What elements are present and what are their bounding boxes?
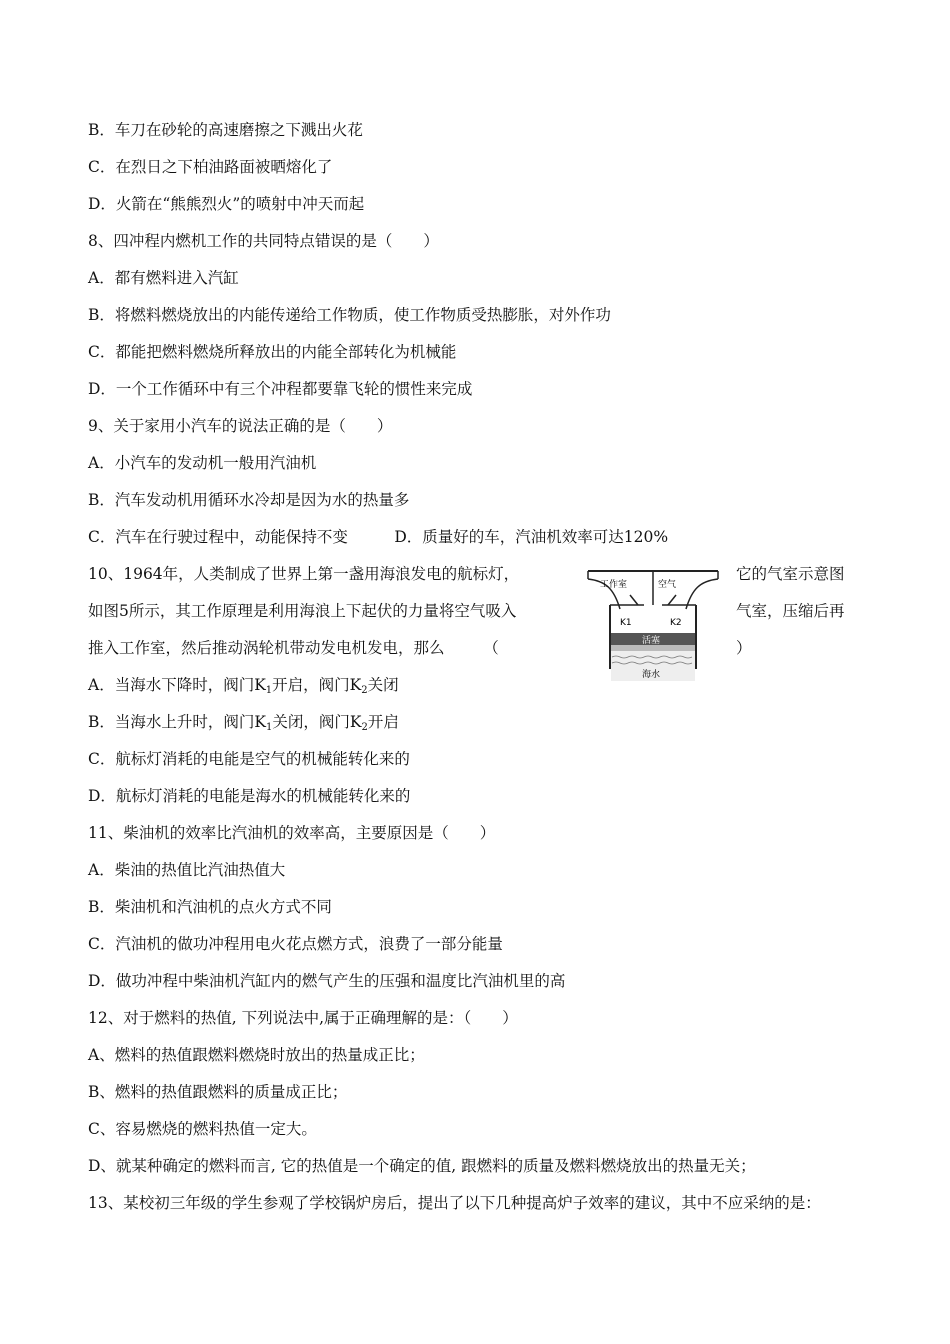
text-line: C．汽油机的做功冲程用电火花点燃方式，浪费了一部分能量 bbox=[88, 935, 503, 953]
label-k2: K2 bbox=[670, 618, 682, 628]
text-line: A、燃料的热值跟燃料燃烧时放出的热量成正比； bbox=[88, 1046, 425, 1064]
text-line: D、就某种确定的燃料而言, 它的热值是一个确定的值, 跟燃料的质量及燃料燃烧放出的热量无关； bbox=[88, 1157, 756, 1175]
text-line: D．做功冲程中柴油机汽缸内的燃气产生的压强和温度比汽油机里的高 bbox=[88, 972, 566, 990]
text-line: C．汽车在行驶过程中，动能保持不变 D．质量好的车，汽油机效率可达120% bbox=[88, 528, 669, 546]
text-line: A．都有燃料进入汽缸 bbox=[88, 269, 239, 287]
option-b: B．当海水上升时，阀门$K_1$关闭，阀门$K_2$开启 bbox=[88, 713, 399, 733]
question-9-stem: 9、关于家用小汽车的说法正确的是（ ） bbox=[88, 417, 393, 435]
text-line: B．柴油机和汽油机的点火方式不同 bbox=[88, 898, 332, 916]
text-line: D．航标灯消耗的电能是海水的机械能转化来的 bbox=[88, 787, 411, 805]
label-sea: 海水 bbox=[642, 670, 661, 680]
text-line: B．将燃料燃烧放出的内能传递给工作物质，使工作物质受热膨胀，对外作功 bbox=[88, 306, 611, 324]
text-line: 如图5所示，其工作原理是利用海浪上下起伏的力量将空气吸入 bbox=[88, 602, 517, 620]
air-chamber-diagram bbox=[586, 565, 722, 685]
label-k1: K1 bbox=[620, 618, 632, 628]
text-line: A．柴油的热值比汽油热值大 bbox=[88, 861, 286, 879]
question-13-stem: 13、某校初三年级的学生参观了学校锅炉房后，提出了以下几种提高炉子效率的建议，其中不应采纳的是： bbox=[88, 1194, 821, 1212]
text-line: B、燃料的热值跟燃料的质量成正比； bbox=[88, 1083, 348, 1101]
text-line: C．在烈日之下柏油路面被晒熔化了 bbox=[88, 158, 333, 176]
text-line: 它的气室示意图 bbox=[736, 565, 845, 583]
question-11-stem: 11、柴油机的效率比汽油机的效率高，主要原因是（ ） bbox=[88, 824, 496, 842]
text-line: C．航标灯消耗的电能是空气的机械能转化来的 bbox=[88, 750, 410, 768]
label-piston: 活塞 bbox=[642, 636, 661, 646]
question-8-stem: 8、四冲程内燃机工作的共同特点错误的是（ ） bbox=[88, 232, 439, 250]
text-line: B．汽车发动机用循环水冷却是因为水的热量多 bbox=[88, 491, 410, 509]
option-a: A．当海水下降时，阀门$K_1$开启，阀门$K_2$关闭 bbox=[88, 676, 399, 696]
text-line: A．小汽车的发动机一般用汽油机 bbox=[88, 454, 317, 472]
question-12-stem: 12、对于燃料的热值, 下列说法中,属于正确理解的是：（ ） bbox=[88, 1009, 518, 1027]
text-line: C、容易燃烧的燃料热值一定大。 bbox=[88, 1120, 317, 1138]
text-line: B．车刀在砂轮的高速磨擦之下溅出火花 bbox=[88, 121, 363, 139]
text-line: 推入工作室，然后推动涡轮机带动发电机发电，那么 （ bbox=[88, 639, 499, 657]
text-line: ） bbox=[736, 639, 752, 657]
text-line: 气室，压缩后再 bbox=[736, 602, 845, 620]
text-line: C．都能把燃料燃烧所释放出的内能全部转化为机械能 bbox=[88, 343, 457, 361]
question-10-stem: 10、1964年，人类制成了世界上第一盏用海浪发电的航标灯， bbox=[88, 565, 520, 583]
text-line: D．一个工作循环中有三个冲程都要靠飞轮的惯性来完成 bbox=[88, 380, 473, 398]
text-line: D．火箭在“熊熊烈火”的喷射中冲天而起 bbox=[88, 195, 365, 213]
label-work-room: 工作室 bbox=[600, 580, 628, 590]
label-air: 空气 bbox=[658, 580, 677, 590]
